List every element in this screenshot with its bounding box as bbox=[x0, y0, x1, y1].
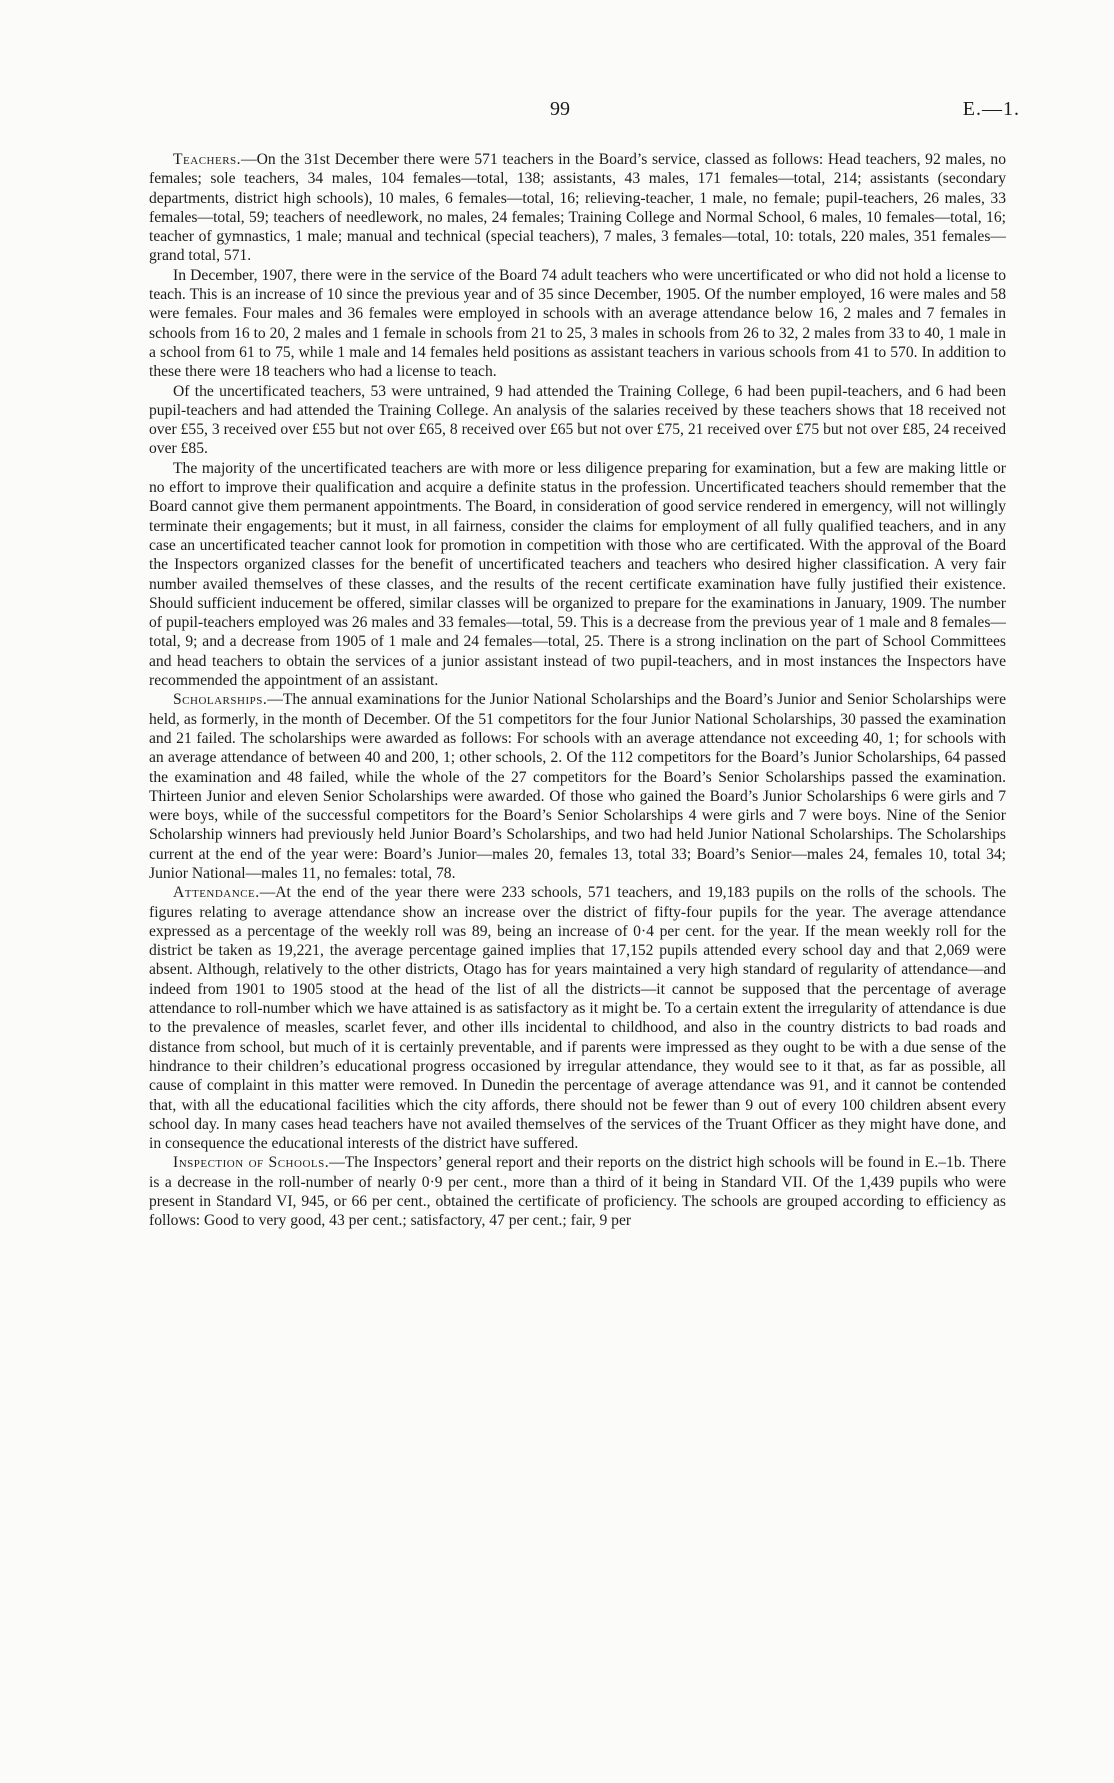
paragraph-uncertificated-preparation bbox=[149, 459, 1006, 691]
paragraph-text: In December, 1907, there were in the service of the Board 74 adult teachers who were uncertificated or who did not hold a license to teach. This is an increase of 10 since the previous year and of 35 since December, 1905. Of the number employed, 16 were males and 58 were females. Four males and 36 females were employed in schools with an average attendance below 16, 2 males and 7 females in schools from 16 to 20, 2 males and 1 female in schools from 21 to 25, 3 males in schools from 26 to 32, 2 males from 33 to 40, 1 male in a school from 61 to 75, while 1 male and 14 females held positions as assistant teachers in various schools from 41 to 570. In addition to these there were 18 teachers who had a license to teach. bbox=[149, 266, 1006, 381]
paragraph-text: —On the 31st December there were 571 teachers in the Board’s service, classed as follows: Head teachers, 92 males, no females; sole teachers, 34 males, 104 females—total, 138; assistants, 43 males, 171 females—total, 214; assistants (secondary departments, district high schools), 10 males, 6 females—total, 16; relieving-teacher, 1 male, no female; pupil-teachers, 26 males, 33 females—total, 59; teachers of needlework, no males, 24 females; Training College and Normal School, 6 males, 10 females—total, 16; teacher of gymnastics, 1 male; manual and technical (special teachers), 7 males, 3 females—total, 10: totals, 220 males, 351 females—grand total, 571. bbox=[149, 151, 1006, 265]
paragraph-teachers bbox=[149, 150, 1006, 266]
paragraph-scholarships bbox=[149, 690, 1006, 883]
section-heading-attendance: Attendance. bbox=[173, 884, 260, 902]
paragraph-text: Of the uncertificated teachers, 53 were untrained, 9 had attended the Training College, 6 had been pupil-teachers, and 6 had been pupil-teachers and had attended the Training College. An analysis of the salaries received by these teachers shows that 18 received not over £55, 3 received over £55 but not over £65, 8 received over £65 but not over £75, 21 received over £75 but not over £85, 24 received over £85. bbox=[149, 382, 1006, 458]
paragraph-uncertificated-count bbox=[149, 266, 1006, 382]
paragraph-text: —At the end of the year there were 233 schools, 571 teachers, and 19,183 pupils on the rolls of the schools. The figures relating to average attendance show an increase over the district of fifty-four pupils for the year. The average attendance expressed as a percentage of the weekly roll was 89, being an increase of 0·4 per cent. for the year. If the mean weekly roll for the district be taken as 19,221, the average percentage gained implies that 17,152 pupils attended every school day and that 2,069 were absent. Although, relatively to the other districts, Otago has for years maintained a very high standard of regularity of attendance—and indeed from 1901 to 1905 stood at the head of the list of all the districts—it cannot be supposed that the percentage of average attendance to roll-number which we have attained is as satisfactory as it might be. To a certain extent the irregularity of attendance is due to the prevalence of measles, scarlet fever, and other ills incidental to childhood, and also in the country districts to bad roads and distance from school, but much of it is certainly preventable, and if parents were impressed as they ought to be with a due sense of the hindrance to their children’s educational progress occasioned by irregular attendance, they would see to it that, as far as possible, all cause of complaint in this matter were removed. In Dunedin the percentage of average attendance was 91, and it cannot be contended that, with all the educational facilities which the city affords, there should not be fewer than 9 out of every 100 children absent every school day. In many cases head teachers have not availed themselves of the services of the Truant Officer as they might have done, and in consequence the educational interests of the district have suffered. bbox=[149, 884, 1006, 1153]
page-number: 99 bbox=[550, 98, 570, 120]
section-heading-inspection: Inspection of Schools. bbox=[173, 1154, 330, 1172]
paragraph-text: —The annual examinations for the Junior National Scholarships and the Board’s Junior and Senior Scholarships were held, as formerly, in the month of December. Of the 51 competitors for the four Junior National Scholarships, 30 passed the examination and 21 failed. The scholarships were awarded as follows: For schools with an average attendance not exceeding 40, 1; for schools with an average attendance of between 40 and 200, 1; other schools, 2. Of the 112 competitors for the Board’s Junior Scholarships, 64 passed the examination and 48 failed, while the whole of the 27 competitors for the Board’s Senior Scholarships passed the examination. Thirteen Junior and eleven Senior Scholarships were awarded. Of those who gained the Board’s Junior Scholarships 6 were girls and 7 were boys, while of the successful competitors for the Board’s Senior Scholarships 4 were girls and 7 were boys. Nine of the Senior Scholarship winners had previously held Junior Board’s Scholarships, and two had held Junior National Scholarships. The Scholarships current at the end of the year were: Board’s Junior—males 20, females 13, total 33; Board’s Senior—males 24, females 10, total 34; Junior National—males 11, no females: total, 78. bbox=[149, 691, 1006, 882]
paragraph-attendance bbox=[149, 883, 1006, 1153]
report-code: E.—1. bbox=[962, 98, 1020, 120]
section-heading-scholarships: Scholarships. bbox=[173, 691, 268, 709]
paragraph-text: The majority of the uncertificated teachers are with more or less diligence preparing for examination, but a few are making little or no effort to improve their qualification and acquire a definite status in the profession. Uncertificated teachers should remember that the Board cannot give them permanent appointments. The Board, in consideration of good service rendered in emergency, will not willingly terminate their engagements; but it must, in all fairness, consider the claims for employment of all fully qualified teachers, and in any case an uncertificated teacher cannot look for promotion in competition with those who are certificated. With the approval of the Board the Inspectors organized classes for the benefit of uncertificated teachers and teachers who desired higher classification. A very fair number availed themselves of these classes, and the results of the recent certificate examination have fully justified their existence. Should sufficient inducement be offered, similar classes will be organized to prepare for the examinations in January, 1909. The number of pupil-teachers employed was 26 males and 33 females—total, 59. This is a decrease from the previous year of 1 male and 8 females—total, 9; and a decrease from 1905 of 1 male and 24 females—total, 25. There is a strong inclination on the part of School Committees and head teachers to obtain the services of a junior assistant instead of two pupil-teachers, and in most instances the Inspectors have recommended the appointment of an assistant. bbox=[149, 459, 1006, 690]
section-heading-teachers: Teachers. bbox=[173, 151, 242, 168]
paragraph-inspection bbox=[149, 1153, 1006, 1230]
body-text bbox=[149, 150, 1006, 1231]
paragraph-text: —The Inspectors’ general report and their reports on the district high schools will be found in E.–1b. There is a decrease in the roll-number of nearly 0·9 per cent., more than a third of it being in Standard VII. Of the 1,439 pupils who were present in Standard VI, 945, or 66 per cent., obtained the certificate of proficiency. The schools are grouped according to efficiency as follows: Good to very good, 43 per cent.; satisfactory, 47 per cent.; fair, 9 per bbox=[149, 1154, 1006, 1230]
paragraph-uncertificated-salaries bbox=[149, 382, 1006, 459]
